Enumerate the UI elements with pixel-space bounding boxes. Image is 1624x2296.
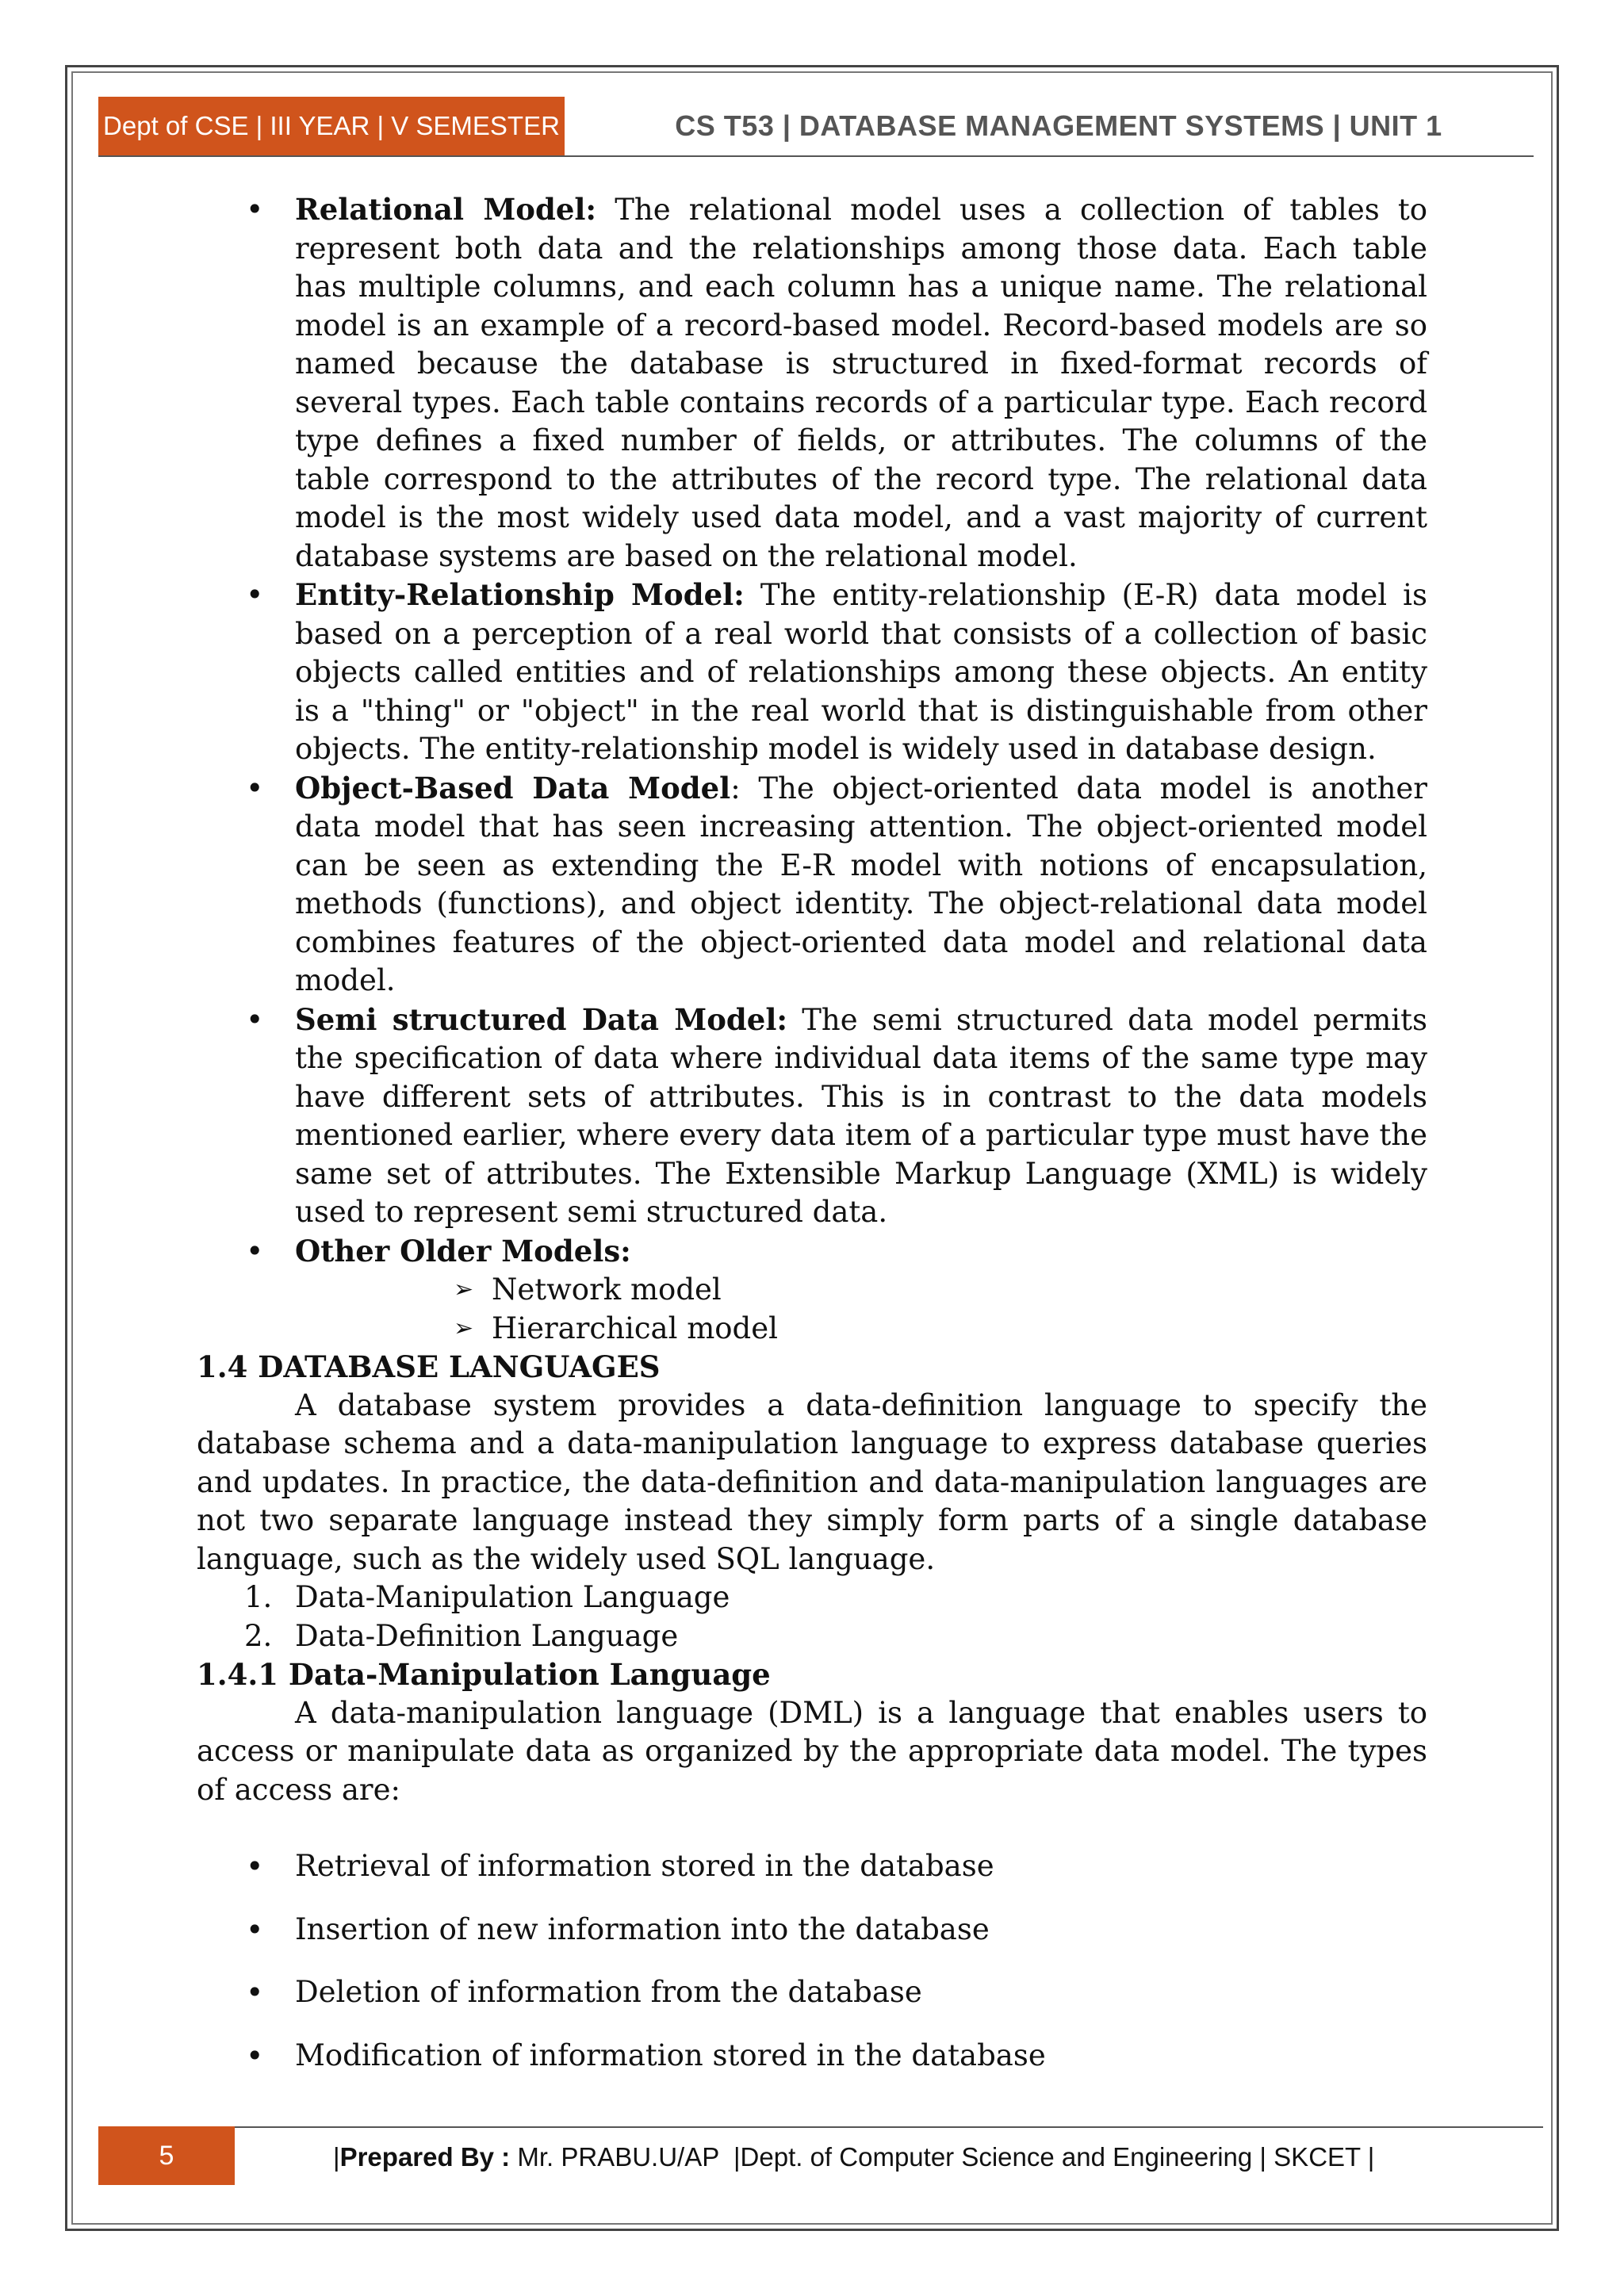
footer-divider xyxy=(235,2126,1543,2128)
footer-prepared-label: Prepared By : xyxy=(339,2142,511,2172)
header-dept-label: Dept of CSE | III YEAR | V SEMESTER xyxy=(98,97,565,155)
list-item: • Insertion of new information into the database xyxy=(197,1911,1427,1950)
list-item xyxy=(197,1232,1427,1349)
older-models-list xyxy=(295,1271,1427,1348)
list-item xyxy=(197,576,1427,769)
list-item xyxy=(197,1001,1427,1232)
list-item: • Retrieval of information stored in the database xyxy=(197,1847,1427,1886)
page-number: 5 xyxy=(98,2126,235,2185)
list-item: • Modification of information stored in the database xyxy=(197,2037,1427,2076)
data-models-list xyxy=(197,190,1427,1348)
model-text: The semi structured data model permits the specification of data where individual data items of the same type may have different sets of attributes. This is in contrast to the data models mentioned earlier, where every data item of a particular type must have the same set of attributes. The Extensible Markup Language (XML) is widely used to represent semi structured data. xyxy=(295,1002,1427,1229)
list-item: • Deletion of information from the database xyxy=(197,1973,1427,2012)
model-term: Relational Model: xyxy=(295,192,597,227)
model-text: The entity-relationship (E-R) data model is based on a perception of a real world that consists of a collection of basic objects called entities and of relationships among these objects. An entity is a "thing" or "object" in the real world that is distinguishable from other objects. The entity-relationship model is widely used in database design. xyxy=(295,578,1427,766)
list-text: Data-Manipulation Language xyxy=(295,1580,730,1614)
subsection-heading: 1.4.1 Data-Manipulation Language xyxy=(197,1657,771,1692)
section-heading: 1.4 DATABASE LANGUAGES xyxy=(197,1349,661,1384)
page-content xyxy=(197,190,1427,2099)
model-text: : The object-oriented data model is another data model that has seen increasing attention. The object-oriented model can be seen as extending the E-R model with notions of encapsulation, methods (functions), and object identity. The object-relational data model combines features of the object-oriented data model and relational data model. xyxy=(295,771,1427,997)
footer-prefix: | xyxy=(333,2142,340,2172)
languages-list xyxy=(197,1578,1427,1655)
list-item: ➢ Network model xyxy=(295,1271,1427,1310)
list-item: ➢ Hierarchical model xyxy=(295,1310,1427,1349)
model-term: Semi structured Data Model: xyxy=(295,1001,788,1037)
list-number: 2. xyxy=(244,1618,273,1653)
list-text: Data-Definition Language xyxy=(295,1618,679,1653)
model-term: Object-Based Data Model xyxy=(295,770,731,806)
footer-prepared-text: Mr. PRABU.U/AP |Dept. of Computer Science and Engineering | SKCET | xyxy=(510,2142,1375,2172)
list-item xyxy=(197,1617,1427,1656)
model-term: Other Older Models: xyxy=(295,1233,631,1269)
subsection-paragraph: A data-manipulation language (DML) is a language that enables users to access or manipulate data as organized by the appropriate data model. The types of access are: xyxy=(197,1695,1427,1807)
model-text: The relational model uses a collection of tables to represent both data and the relationships among those data. Each table has multiple columns, and each column has a unique name. The relational model is an example of a record-based model. Record-based models are so named because the database is structured in fixed-format records of several types. Each table contains records of a particular type. Each record type defines a fixed number of fields, or attributes. The columns of the table correspond to the attributes of the record type. The relational data model is the most widely used data model, and a vast majority of current database systems are based on the relational model. xyxy=(295,193,1428,573)
header-divider xyxy=(98,155,1534,157)
footer-credit xyxy=(333,2133,1443,2182)
list-item xyxy=(197,769,1427,1001)
section-paragraph: A database system provides a data-definition language to specify the database schema and a data-manipulation language to express database queries and updates. In practice, the data-definition and data-manipulation languages are not two separate language instead they simply form parts of a single database language, such as the widely used SQL language. xyxy=(197,1387,1427,1576)
access-types-list xyxy=(197,1847,1427,2075)
list-item xyxy=(197,190,1427,576)
list-item xyxy=(197,1578,1427,1617)
header-course-title: CS T53 | DATABASE MANAGEMENT SYSTEMS | UNIT 1 xyxy=(675,109,1442,142)
model-term: Entity-Relationship Model: xyxy=(295,577,745,612)
list-number: 1. xyxy=(244,1580,273,1614)
